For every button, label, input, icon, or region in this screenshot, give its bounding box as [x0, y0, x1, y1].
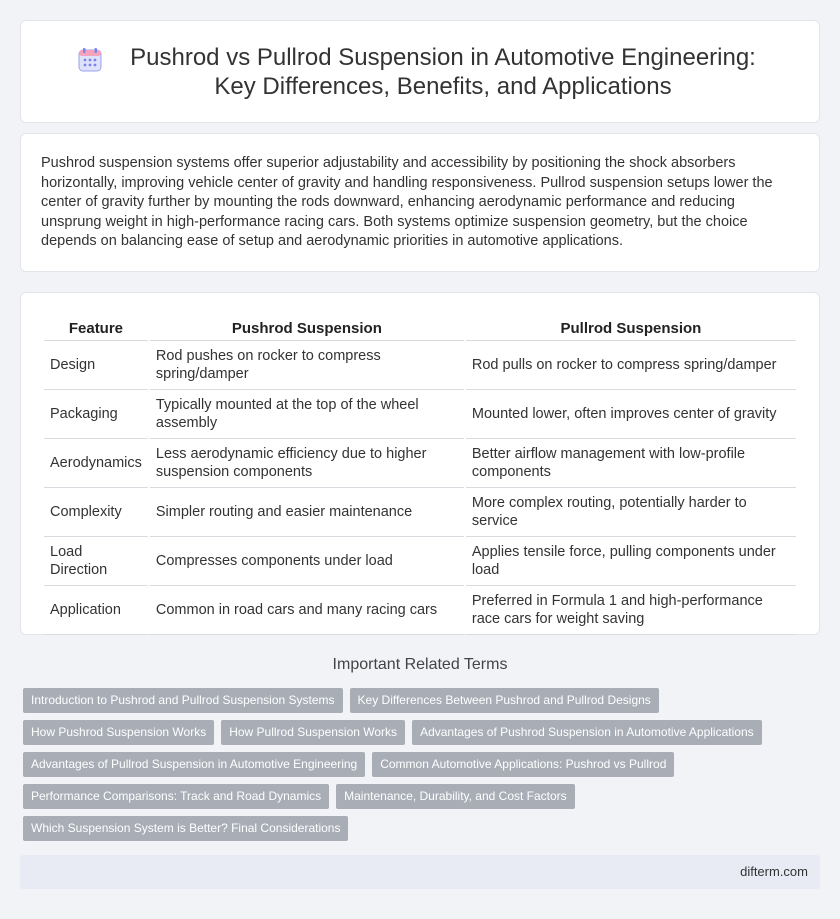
cell-feature: Complexity	[44, 488, 148, 537]
cell-pushrod: Less aerodynamic efficiency due to higher suspension components	[150, 439, 464, 488]
cell-pushrod: Typically mounted at the top of the wheel assembly	[150, 390, 464, 439]
cell-pullrod: More complex routing, potentially harder to service	[466, 488, 796, 537]
title-wrap	[77, 43, 763, 101]
header-pullrod: Pullrod Suspension	[466, 311, 796, 341]
related-term-tag[interactable]: Advantages of Pushrod Suspension in Automotive Applications	[412, 720, 762, 745]
cell-pullrod: Mounted lower, often improves center of gravity	[466, 390, 796, 439]
cell-pushrod: Compresses components under load	[150, 537, 464, 586]
cell-feature: Load Direction	[44, 537, 148, 586]
related-term-tag[interactable]: Which Suspension System is Better? Final Considerations	[23, 816, 348, 841]
comparison-table-card	[20, 292, 820, 635]
table-row	[44, 586, 796, 635]
cell-pushrod: Simpler routing and easier maintenance	[150, 488, 464, 537]
related-term-tag[interactable]: Common Automotive Applications: Pushrod vs Pullrod	[372, 752, 674, 777]
cell-pullrod: Rod pulls on rocker to compress spring/damper	[466, 341, 796, 390]
cell-pushrod: Rod pushes on rocker to compress spring/damper	[150, 341, 464, 390]
footer	[20, 855, 820, 889]
cell-feature: Application	[44, 586, 148, 635]
related-terms-tags	[23, 688, 823, 848]
related-term-tag[interactable]: How Pushrod Suspension Works	[23, 720, 214, 745]
intro-card	[20, 133, 820, 272]
cell-pullrod: Applies tensile force, pulling components under load	[466, 537, 796, 586]
cell-feature: Design	[44, 341, 148, 390]
cell-pullrod: Preferred in Formula 1 and high-performance race cars for weight saving	[466, 586, 796, 635]
related-terms-heading: Important Related Terms	[332, 656, 508, 673]
related-term-tag[interactable]: How Pullrod Suspension Works	[221, 720, 405, 745]
table-row	[44, 439, 796, 488]
cell-feature: Aerodynamics	[44, 439, 148, 488]
footer-site-link[interactable]: difterm.com	[740, 864, 808, 879]
header-pushrod: Pushrod Suspension	[150, 311, 464, 341]
calendar-grid-icon	[77, 47, 103, 73]
intro-paragraph: Pushrod suspension systems offer superior adjustability and accessibility by positioning the shock absorbers horizontally, improving vehicle center of gravity and handling responsiveness. Pullrod suspension setups lower the center of gravity further by mounting the rods downward, enhancing aerodynamic performance and reducing unsprung weight in high-performance racing cars. Both systems optimize suspension geometry, but the choice depends on balancing ease of setup and aerodynamic priorities in automotive applications.	[41, 155, 773, 250]
table-header-row	[44, 311, 796, 341]
table-row	[44, 341, 796, 390]
title-card	[20, 20, 820, 123]
cell-pushrod: Common in road cars and many racing cars	[150, 586, 464, 635]
header-feature: Feature	[44, 311, 148, 341]
related-term-tag[interactable]: Advantages of Pullrod Suspension in Automotive Engineering	[23, 752, 365, 777]
cell-pullrod: Better airflow management with low-profile components	[466, 439, 796, 488]
table-row	[44, 488, 796, 537]
table-row	[44, 537, 796, 586]
related-term-tag[interactable]: Key Differences Between Pushrod and Pullrod Designs	[350, 688, 659, 713]
table-row	[44, 390, 796, 439]
page-title: Pushrod vs Pullrod Suspension in Automotive Engineering: Key Differences, Benefits, and Applications	[130, 43, 756, 100]
related-term-tag[interactable]: Maintenance, Durability, and Cost Factors	[336, 784, 575, 809]
comparison-table	[42, 311, 798, 635]
related-term-tag[interactable]: Introduction to Pushrod and Pullrod Suspension Systems	[23, 688, 343, 713]
cell-feature: Packaging	[44, 390, 148, 439]
related-term-tag[interactable]: Performance Comparisons: Track and Road Dynamics	[23, 784, 329, 809]
